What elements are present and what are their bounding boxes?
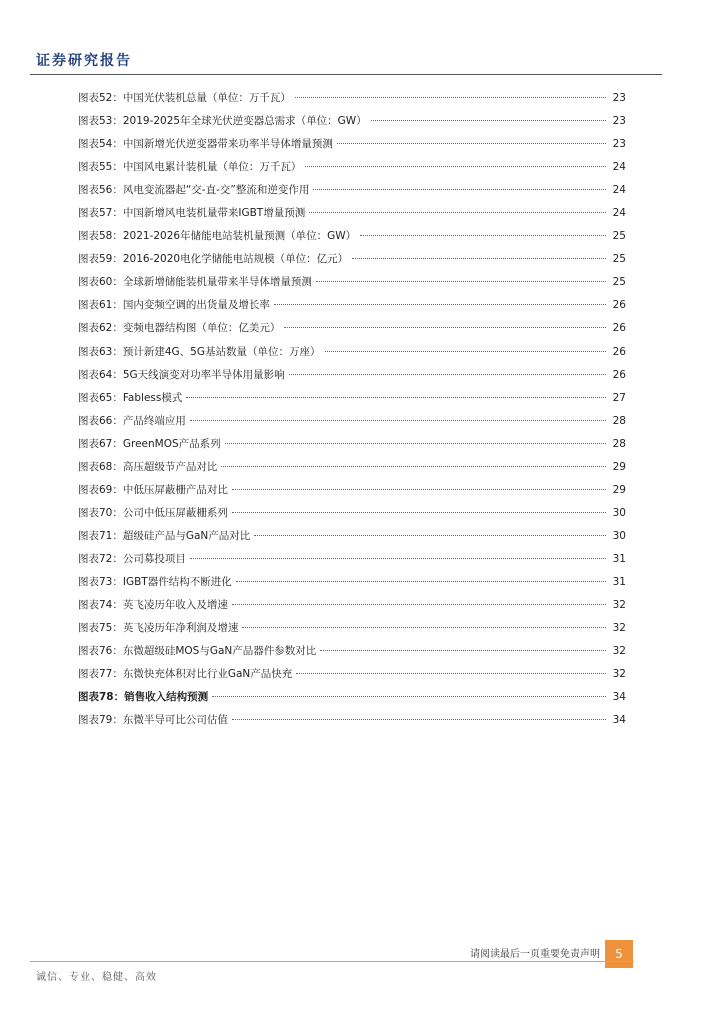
footer-motto: 诚信、专业、稳健、高效 xyxy=(36,972,157,983)
toc-entry[interactable] xyxy=(78,620,626,643)
toc-entry[interactable] xyxy=(78,643,626,666)
toc-leader-dots xyxy=(221,466,606,467)
toc-entry-page: 32 xyxy=(612,668,626,681)
toc-entry-label: 图表76：东微超级硅MOS与GaN产品器件参数对比 xyxy=(78,645,317,658)
toc-leader-dots xyxy=(371,120,606,121)
toc-leader-dots xyxy=(254,535,606,536)
toc-entry-label: 图表69：中低压屏蔽栅产品对比 xyxy=(78,483,228,496)
toc-entry-label: 图表77：东微快充体积对比行业GaN产品快充 xyxy=(78,668,293,681)
toc-entry-label: 图表68：高压超级节产品对比 xyxy=(78,460,218,473)
footer-divider xyxy=(30,961,634,962)
toc-entry-label: 图表57：中国新增风电装机量带来IGBT增量预测 xyxy=(78,207,306,220)
toc-entry-page: 29 xyxy=(612,460,626,473)
toc-entry[interactable] xyxy=(78,136,626,159)
toc-entry-page: 34 xyxy=(612,714,626,727)
toc-leader-dots xyxy=(232,489,606,490)
toc-entry-label: 图表60：全球新增储能装机量带来半导体增量预测 xyxy=(78,276,312,289)
toc-entry-label: 图表59：2016-2020电化学储能电站规模（单位：亿元） xyxy=(78,253,349,266)
toc-entry-label: 图表65：Fabless模式 xyxy=(78,391,183,404)
toc-entry-label: 图表71：超级硅产品与GaN产品对比 xyxy=(78,529,251,542)
report-header-title: 证券研究报告 xyxy=(36,53,132,69)
toc-leader-dots xyxy=(309,212,606,213)
toc-leader-dots xyxy=(242,627,606,628)
toc-entry-page: 26 xyxy=(612,322,626,335)
toc-entry[interactable] xyxy=(78,320,626,343)
toc-entry-label: 图表62：变频电器结构图（单位：亿美元） xyxy=(78,322,281,335)
toc-leader-dots xyxy=(232,604,606,605)
toc-entry[interactable] xyxy=(78,712,626,735)
toc-entry[interactable] xyxy=(78,436,626,459)
figure-list xyxy=(78,90,626,735)
toc-entry[interactable] xyxy=(78,159,626,182)
toc-entry-label: 图表66：产品终端应用 xyxy=(78,414,186,427)
toc-leader-dots xyxy=(313,189,606,190)
toc-entry-label: 图表67：GreenMOS产品系列 xyxy=(78,437,221,450)
toc-entry-label: 图表73：IGBT器件结构不断进化 xyxy=(78,575,232,588)
toc-leader-dots xyxy=(284,327,606,328)
toc-entry[interactable] xyxy=(78,551,626,574)
toc-entry-page: 24 xyxy=(612,207,626,220)
toc-entry[interactable] xyxy=(78,390,626,413)
toc-entry[interactable] xyxy=(78,113,626,136)
disclaimer-note: 请阅读最后一页重要免责声明 xyxy=(470,949,600,960)
toc-leader-dots xyxy=(190,420,606,421)
toc-leader-dots xyxy=(236,581,606,582)
toc-leader-dots xyxy=(316,281,606,282)
toc-leader-dots xyxy=(186,397,606,398)
toc-entry[interactable] xyxy=(78,505,626,528)
toc-leader-dots xyxy=(225,443,606,444)
toc-leader-dots xyxy=(190,558,606,559)
toc-leader-dots xyxy=(337,143,606,144)
toc-entry-page: 30 xyxy=(612,506,626,519)
toc-entry-label: 图表75：英飞凌历年净利润及增速 xyxy=(78,622,239,635)
toc-leader-dots xyxy=(232,719,606,720)
toc-entry-label: 图表72：公司募投项目 xyxy=(78,552,186,565)
toc-entry-page: 26 xyxy=(612,368,626,381)
toc-entry-page: 30 xyxy=(612,529,626,542)
toc-entry-label: 图表63：预计新建4G、5G基站数量（单位：万座） xyxy=(78,345,321,358)
toc-entry[interactable] xyxy=(78,597,626,620)
toc-entry-page: 24 xyxy=(612,161,626,174)
toc-entry[interactable] xyxy=(78,251,626,274)
toc-entry[interactable] xyxy=(78,459,626,482)
toc-entry-label: 图表61：国内变频空调的出货量及增长率 xyxy=(78,299,270,312)
toc-leader-dots xyxy=(295,97,606,98)
toc-entry-page: 28 xyxy=(612,437,626,450)
toc-entry-page: 23 xyxy=(612,92,626,104)
toc-leader-dots xyxy=(232,512,606,513)
toc-entry-page: 26 xyxy=(612,299,626,312)
toc-entry[interactable] xyxy=(78,344,626,367)
toc-entry[interactable] xyxy=(78,205,626,228)
toc-leader-dots xyxy=(274,304,606,305)
toc-entry-page: 25 xyxy=(612,230,626,243)
toc-entry-label: 图表79：东微半导可比公司估值 xyxy=(78,714,228,727)
toc-entry-label: 图表74：英飞凌历年收入及增速 xyxy=(78,599,228,612)
toc-entry-label: 图表70：公司中低压屏蔽栅系列 xyxy=(78,506,228,519)
toc-entry-label: 图表64：5G天线演变对功率半导体用量影响 xyxy=(78,368,285,381)
toc-entry-label: 图表53：2019-2025年全球光伏逆变器总需求（单位：GW） xyxy=(78,115,367,128)
toc-entry[interactable] xyxy=(78,528,626,551)
toc-entry-label: 图表54：中国新增光伏逆变器带来功率半导体增量预测 xyxy=(78,138,333,151)
header-divider xyxy=(30,74,662,75)
toc-entry[interactable] xyxy=(78,182,626,205)
toc-entry-label: 图表56：风电变流器起“交-直-交”整流和逆变作用 xyxy=(78,184,310,197)
toc-entry-page: 32 xyxy=(612,622,626,635)
toc-entry[interactable] xyxy=(78,689,626,712)
toc-entry[interactable] xyxy=(78,413,626,436)
toc-entry-page: 29 xyxy=(612,483,626,496)
toc-entry-page: 34 xyxy=(612,691,626,704)
toc-entry-page: 25 xyxy=(612,276,626,289)
toc-leader-dots xyxy=(352,258,606,259)
toc-entry-page: 23 xyxy=(612,138,626,151)
toc-entry-page: 28 xyxy=(612,414,626,427)
toc-entry-label: 图表78：销售收入结构预测 xyxy=(78,691,209,704)
toc-entry[interactable] xyxy=(78,274,626,297)
toc-entry[interactable] xyxy=(78,367,626,390)
toc-entry[interactable] xyxy=(78,228,626,251)
toc-leader-dots xyxy=(320,650,606,651)
toc-entry-page: 31 xyxy=(612,575,626,588)
page-number-badge xyxy=(605,940,633,968)
toc-entry-page: 32 xyxy=(612,599,626,612)
toc-entry-page: 26 xyxy=(612,345,626,358)
toc-entry[interactable] xyxy=(78,90,626,113)
toc-entry-page: 31 xyxy=(612,552,626,565)
toc-entry-page: 24 xyxy=(612,184,626,197)
toc-entry-page: 25 xyxy=(612,253,626,266)
page-number: 5 xyxy=(615,947,623,961)
toc-leader-dots xyxy=(289,374,606,375)
toc-leader-dots xyxy=(296,673,606,674)
toc-entry-label: 图表52：中国光伏装机总量（单位：万千瓦） xyxy=(78,92,291,104)
toc-leader-dots xyxy=(325,351,607,352)
toc-entry[interactable] xyxy=(78,297,626,320)
toc-entry-page: 27 xyxy=(612,391,626,404)
toc-entry-page: 23 xyxy=(612,115,626,128)
toc-entry-page: 32 xyxy=(612,645,626,658)
toc-leader-dots xyxy=(212,696,606,697)
toc-entry[interactable] xyxy=(78,666,626,689)
toc-entry-label: 图表55：中国风电累计装机量（单位：万千瓦） xyxy=(78,161,302,174)
toc-entry[interactable] xyxy=(78,482,626,505)
toc-entry[interactable] xyxy=(78,574,626,597)
toc-leader-dots xyxy=(360,235,606,236)
toc-entry-label: 图表58：2021-2026年储能电站装机量预测（单位：GW） xyxy=(78,230,357,243)
toc-leader-dots xyxy=(305,166,606,167)
